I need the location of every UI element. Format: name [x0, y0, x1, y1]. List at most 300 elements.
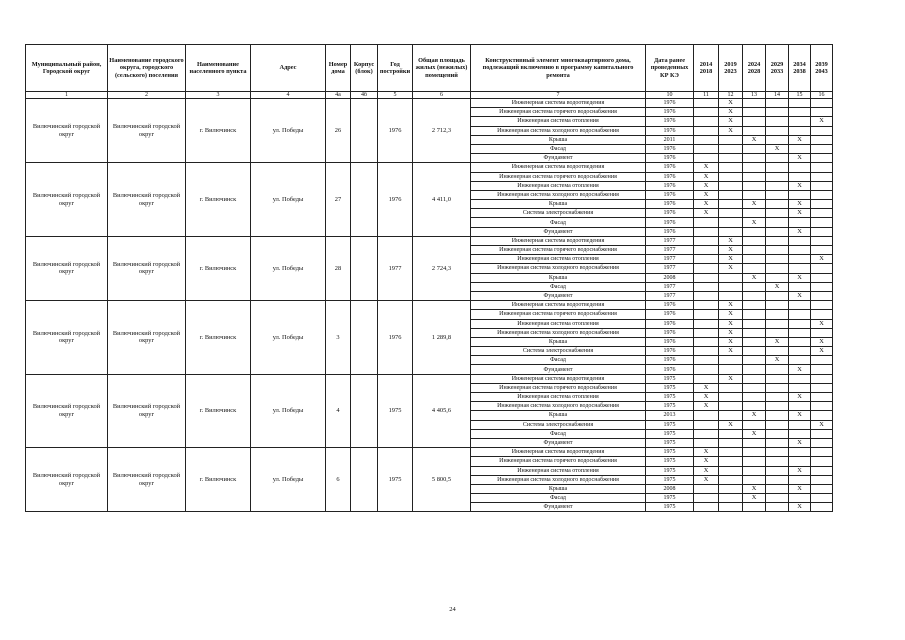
column-header: 2014 2018	[694, 45, 719, 92]
period-mark-cell	[766, 163, 789, 172]
column-header: 2039 2043	[811, 45, 833, 92]
structural-element-cell: Крыша	[471, 135, 646, 144]
period-mark-cell	[694, 319, 719, 328]
structural-element-cell: Инженерная система холодного водоснабжения	[471, 402, 646, 411]
period-mark-cell	[743, 393, 766, 402]
house-number-cell: 3	[326, 301, 351, 375]
period-mark-cell	[694, 135, 719, 144]
period-mark-cell	[719, 466, 743, 475]
structural-element-cell: Система электроснабжения	[471, 347, 646, 356]
period-mark-cell: X	[719, 99, 743, 108]
period-mark-cell	[811, 99, 833, 108]
period-mark-cell: X	[789, 411, 811, 420]
period-mark-cell	[719, 411, 743, 420]
area-cell: 4 411,0	[413, 163, 471, 237]
period-mark-cell	[743, 503, 766, 512]
structural-element-cell: Инженерная система отопления	[471, 255, 646, 264]
block-cell	[351, 236, 378, 300]
period-mark-cell	[789, 328, 811, 337]
structural-element-cell: Инженерная система водоотведения	[471, 448, 646, 457]
period-mark-cell	[766, 236, 789, 245]
column-number: 15	[789, 92, 811, 99]
period-mark-cell: X	[719, 117, 743, 126]
structural-element-cell: Инженерная система горячего водоснабжения	[471, 310, 646, 319]
period-mark-cell	[766, 99, 789, 108]
street-cell: ул. Победы	[251, 236, 326, 300]
period-mark-cell	[811, 273, 833, 282]
period-mark-cell	[811, 429, 833, 438]
period-mark-cell	[789, 337, 811, 346]
structural-element-cell: Инженерная система водоотведения	[471, 99, 646, 108]
period-mark-cell	[743, 347, 766, 356]
period-mark-cell	[811, 356, 833, 365]
period-mark-cell	[789, 475, 811, 484]
period-mark-cell	[811, 466, 833, 475]
period-mark-cell	[694, 484, 719, 493]
settlement-cell: Вилючинский городской округ	[108, 448, 186, 512]
period-mark-cell	[811, 209, 833, 218]
previous-repair-date-cell: 2011	[646, 135, 694, 144]
period-mark-cell	[766, 420, 789, 429]
area-cell: 4 405,6	[413, 374, 471, 448]
period-mark-cell: X	[743, 135, 766, 144]
period-mark-cell	[719, 429, 743, 438]
period-mark-cell	[789, 282, 811, 291]
settlement-cell: Вилючинский городской округ	[108, 163, 186, 237]
area-cell: 2 724,3	[413, 236, 471, 300]
period-mark-cell	[743, 365, 766, 374]
period-mark-cell	[789, 172, 811, 181]
column-number: 7	[471, 92, 646, 99]
period-mark-cell: X	[719, 319, 743, 328]
table-row	[26, 163, 833, 172]
period-mark-cell	[789, 402, 811, 411]
period-mark-cell	[743, 246, 766, 255]
column-header: Год постройки	[378, 45, 413, 92]
period-mark-cell	[743, 337, 766, 346]
column-number: 13	[743, 92, 766, 99]
settlement-cell: Вилючинский городской округ	[108, 99, 186, 163]
build-year-cell: 1976	[378, 163, 413, 237]
period-mark-cell	[789, 117, 811, 126]
period-mark-cell: X	[694, 475, 719, 484]
period-mark-cell	[811, 503, 833, 512]
period-mark-cell	[743, 227, 766, 236]
period-mark-cell	[694, 236, 719, 245]
column-number: 12	[719, 92, 743, 99]
period-mark-cell	[811, 402, 833, 411]
previous-repair-date-cell: 1976	[646, 117, 694, 126]
structural-element-cell: Инженерная система холодного водоснабжения	[471, 328, 646, 337]
period-mark-cell	[766, 402, 789, 411]
period-mark-cell	[719, 273, 743, 282]
period-mark-cell	[719, 475, 743, 484]
period-mark-cell: X	[789, 393, 811, 402]
structural-element-cell: Инженерная система горячего водоснабжения	[471, 246, 646, 255]
previous-repair-date-cell: 1976	[646, 154, 694, 163]
period-mark-cell	[694, 411, 719, 420]
period-mark-cell	[694, 310, 719, 319]
period-mark-cell	[743, 99, 766, 108]
period-mark-cell: X	[811, 319, 833, 328]
table-row	[26, 236, 833, 245]
area-cell: 5 800,5	[413, 448, 471, 512]
block-cell	[351, 99, 378, 163]
period-mark-cell	[719, 227, 743, 236]
previous-repair-date-cell: 1976	[646, 310, 694, 319]
period-mark-cell	[766, 457, 789, 466]
table-row	[26, 99, 833, 108]
period-mark-cell	[719, 438, 743, 447]
period-mark-cell	[694, 108, 719, 117]
period-mark-cell: X	[694, 466, 719, 475]
structural-element-cell: Инженерная система отопления	[471, 319, 646, 328]
period-mark-cell	[694, 255, 719, 264]
period-mark-cell	[789, 218, 811, 227]
settlement-cell: Вилючинский городской округ	[108, 236, 186, 300]
build-year-cell: 1975	[378, 448, 413, 512]
period-mark-cell	[789, 374, 811, 383]
period-mark-cell	[743, 126, 766, 135]
column-header: Корпус (блок)	[351, 45, 378, 92]
previous-repair-date-cell: 1976	[646, 319, 694, 328]
structural-element-cell: Инженерная система отопления	[471, 117, 646, 126]
period-mark-cell	[743, 108, 766, 117]
period-mark-cell	[743, 438, 766, 447]
period-mark-cell	[743, 301, 766, 310]
period-mark-cell: X	[766, 144, 789, 153]
structural-element-cell: Система электроснабжения	[471, 420, 646, 429]
period-mark-cell	[766, 484, 789, 493]
previous-repair-date-cell: 1976	[646, 227, 694, 236]
block-cell	[351, 448, 378, 512]
previous-repair-date-cell: 1975	[646, 457, 694, 466]
period-mark-cell	[811, 310, 833, 319]
settlement-cell: Вилючинский городской округ	[108, 301, 186, 375]
period-mark-cell: X	[811, 420, 833, 429]
period-mark-cell: X	[719, 420, 743, 429]
column-header: Наименование городского округа, городского (сельского) поселения	[108, 45, 186, 92]
period-mark-cell	[811, 291, 833, 300]
area-cell: 1 289,8	[413, 301, 471, 375]
column-number: 2	[108, 92, 186, 99]
period-mark-cell: X	[743, 484, 766, 493]
structural-element-cell: Фундамент	[471, 291, 646, 300]
period-mark-cell: X	[694, 402, 719, 411]
period-mark-cell	[766, 264, 789, 273]
column-header: Наименование населенного пункта	[186, 45, 251, 92]
period-mark-cell	[743, 328, 766, 337]
structural-element-cell: Инженерная система отопления	[471, 181, 646, 190]
period-mark-cell	[694, 227, 719, 236]
build-year-cell: 1977	[378, 236, 413, 300]
previous-repair-date-cell: 1976	[646, 126, 694, 135]
column-number: 4	[251, 92, 326, 99]
period-mark-cell	[743, 448, 766, 457]
period-mark-cell	[694, 365, 719, 374]
previous-repair-date-cell: 1976	[646, 190, 694, 199]
period-mark-cell	[789, 144, 811, 153]
previous-repair-date-cell: 1975	[646, 494, 694, 503]
period-mark-cell	[811, 374, 833, 383]
period-mark-cell	[811, 126, 833, 135]
previous-repair-date-cell: 1977	[646, 282, 694, 291]
period-mark-cell	[694, 337, 719, 346]
period-mark-cell	[743, 383, 766, 392]
column-header: 2019 2023	[719, 45, 743, 92]
period-mark-cell	[811, 200, 833, 209]
previous-repair-date-cell: 1976	[646, 108, 694, 117]
structural-element-cell: Инженерная система отопления	[471, 393, 646, 402]
column-header: 2029 2033	[766, 45, 789, 92]
period-mark-cell: X	[694, 457, 719, 466]
structural-element-cell: Инженерная система водоотведения	[471, 374, 646, 383]
previous-repair-date-cell: 1977	[646, 236, 694, 245]
structural-element-cell: Фундамент	[471, 154, 646, 163]
period-mark-cell: X	[694, 209, 719, 218]
period-mark-cell	[694, 246, 719, 255]
period-mark-cell	[743, 319, 766, 328]
period-mark-cell: X	[719, 347, 743, 356]
period-mark-cell	[766, 209, 789, 218]
previous-repair-date-cell: 1977	[646, 291, 694, 300]
period-mark-cell: X	[719, 236, 743, 245]
locality-cell: г. Вилючинск	[186, 448, 251, 512]
period-mark-cell: X	[719, 108, 743, 117]
period-mark-cell	[694, 356, 719, 365]
period-mark-cell: X	[743, 429, 766, 438]
period-mark-cell	[766, 503, 789, 512]
period-mark-cell: X	[789, 503, 811, 512]
period-mark-cell	[766, 365, 789, 374]
house-number-cell: 28	[326, 236, 351, 300]
previous-repair-date-cell: 1975	[646, 420, 694, 429]
column-header: Дата ранее проведенных КР КЭ	[646, 45, 694, 92]
period-mark-cell	[766, 429, 789, 438]
previous-repair-date-cell: 1975	[646, 466, 694, 475]
period-mark-cell: X	[719, 310, 743, 319]
period-mark-cell	[743, 181, 766, 190]
period-mark-cell	[811, 494, 833, 503]
municipal-district-cell: Вилючинский городской округ	[26, 301, 108, 375]
period-mark-cell	[811, 301, 833, 310]
structural-element-cell: Инженерная система холодного водоснабжения	[471, 264, 646, 273]
period-mark-cell	[789, 448, 811, 457]
previous-repair-date-cell: 1976	[646, 200, 694, 209]
block-cell	[351, 374, 378, 448]
column-header: Конструктивный элемент многоквартирного дома, подлежащий включению в программу капитального ремонта	[471, 45, 646, 92]
column-number: 14	[766, 92, 789, 99]
period-mark-cell	[743, 255, 766, 264]
period-mark-cell	[789, 255, 811, 264]
previous-repair-date-cell: 1975	[646, 383, 694, 392]
period-mark-cell	[766, 475, 789, 484]
period-mark-cell	[743, 144, 766, 153]
period-mark-cell	[719, 448, 743, 457]
period-mark-cell: X	[743, 273, 766, 282]
period-mark-cell	[789, 264, 811, 273]
block-cell	[351, 301, 378, 375]
period-mark-cell	[766, 291, 789, 300]
house-number-cell: 4	[326, 374, 351, 448]
period-mark-cell	[766, 448, 789, 457]
period-mark-cell	[811, 172, 833, 181]
column-number: 4а	[326, 92, 351, 99]
structural-element-cell: Крыша	[471, 337, 646, 346]
period-mark-cell: X	[811, 337, 833, 346]
period-mark-cell	[694, 264, 719, 273]
period-mark-cell	[789, 383, 811, 392]
previous-repair-date-cell: 1976	[646, 181, 694, 190]
period-mark-cell: X	[694, 172, 719, 181]
period-mark-cell	[719, 282, 743, 291]
period-mark-cell	[811, 218, 833, 227]
period-mark-cell	[811, 475, 833, 484]
period-mark-cell	[789, 429, 811, 438]
structural-element-cell: Фундамент	[471, 503, 646, 512]
municipal-district-cell: Вилючинский городской округ	[26, 374, 108, 448]
period-mark-cell	[766, 181, 789, 190]
table-row	[26, 374, 833, 383]
period-mark-cell: X	[694, 200, 719, 209]
house-number-cell: 27	[326, 163, 351, 237]
period-mark-cell	[811, 411, 833, 420]
street-cell: ул. Победы	[251, 163, 326, 237]
previous-repair-date-cell: 1975	[646, 429, 694, 438]
period-mark-cell	[694, 503, 719, 512]
previous-repair-date-cell: 1976	[646, 328, 694, 337]
period-mark-cell	[719, 365, 743, 374]
structural-element-cell: Крыша	[471, 200, 646, 209]
period-mark-cell	[694, 99, 719, 108]
house-number-cell: 6	[326, 448, 351, 512]
period-mark-cell: X	[789, 484, 811, 493]
period-mark-cell	[789, 190, 811, 199]
period-mark-cell	[694, 126, 719, 135]
area-cell: 2 712,3	[413, 99, 471, 163]
street-cell: ул. Победы	[251, 301, 326, 375]
period-mark-cell	[789, 319, 811, 328]
period-mark-cell: X	[694, 393, 719, 402]
street-cell: ул. Победы	[251, 99, 326, 163]
period-mark-cell	[719, 457, 743, 466]
period-mark-cell	[719, 190, 743, 199]
period-mark-cell: X	[766, 356, 789, 365]
period-mark-cell	[694, 429, 719, 438]
period-mark-cell: X	[694, 448, 719, 457]
locality-cell: г. Вилючинск	[186, 99, 251, 163]
period-mark-cell: X	[766, 337, 789, 346]
period-mark-cell	[743, 475, 766, 484]
page-number: 24	[449, 606, 456, 613]
repair-program-table	[25, 44, 833, 512]
structural-element-cell: Фасад	[471, 429, 646, 438]
period-mark-cell	[766, 126, 789, 135]
period-mark-cell	[766, 273, 789, 282]
period-mark-cell	[811, 264, 833, 273]
previous-repair-date-cell: 2013	[646, 411, 694, 420]
period-mark-cell	[789, 99, 811, 108]
period-mark-cell: X	[719, 246, 743, 255]
column-number: 10	[646, 92, 694, 99]
period-mark-cell	[694, 420, 719, 429]
period-mark-cell	[789, 236, 811, 245]
structural-element-cell: Фасад	[471, 494, 646, 503]
structural-element-cell: Фундамент	[471, 227, 646, 236]
structural-element-cell: Крыша	[471, 484, 646, 493]
structural-element-cell: Крыша	[471, 411, 646, 420]
structural-element-cell: Фасад	[471, 282, 646, 291]
period-mark-cell	[811, 448, 833, 457]
period-mark-cell	[766, 347, 789, 356]
structural-element-cell: Система электроснабжения	[471, 209, 646, 218]
period-mark-cell	[811, 438, 833, 447]
period-mark-cell	[694, 282, 719, 291]
period-mark-cell: X	[766, 282, 789, 291]
period-mark-cell	[766, 154, 789, 163]
period-mark-cell	[766, 319, 789, 328]
period-mark-cell	[811, 190, 833, 199]
municipal-district-cell: Вилючинский городской округ	[26, 236, 108, 300]
period-mark-cell: X	[789, 181, 811, 190]
period-mark-cell	[789, 457, 811, 466]
previous-repair-date-cell: 1975	[646, 438, 694, 447]
period-mark-cell	[694, 328, 719, 337]
period-mark-cell	[719, 393, 743, 402]
column-header: Номер дома	[326, 45, 351, 92]
period-mark-cell: X	[719, 374, 743, 383]
previous-repair-date-cell: 1976	[646, 365, 694, 374]
table-body	[26, 99, 833, 512]
period-mark-cell	[811, 484, 833, 493]
period-mark-cell	[789, 347, 811, 356]
period-mark-cell: X	[694, 383, 719, 392]
structural-element-cell: Фундамент	[471, 438, 646, 447]
period-mark-cell	[766, 227, 789, 236]
column-number: 4б	[351, 92, 378, 99]
locality-cell: г. Вилючинск	[186, 301, 251, 375]
period-mark-cell: X	[789, 200, 811, 209]
structural-element-cell: Инженерная система горячего водоснабжения	[471, 108, 646, 117]
previous-repair-date-cell: 1976	[646, 172, 694, 181]
column-header: 2034 2038	[789, 45, 811, 92]
period-mark-cell: X	[719, 126, 743, 135]
period-mark-cell	[766, 172, 789, 181]
period-mark-cell	[811, 135, 833, 144]
period-mark-cell	[811, 393, 833, 402]
previous-repair-date-cell: 1976	[646, 301, 694, 310]
period-mark-cell	[789, 356, 811, 365]
previous-repair-date-cell: 1977	[646, 246, 694, 255]
previous-repair-date-cell: 1976	[646, 144, 694, 153]
structural-element-cell: Инженерная система водоотведения	[471, 236, 646, 245]
locality-cell: г. Вилючинск	[186, 236, 251, 300]
period-mark-cell: X	[789, 438, 811, 447]
structural-element-cell: Инженерная система холодного водоснабжения	[471, 126, 646, 135]
previous-repair-date-cell: 1976	[646, 347, 694, 356]
header-labels-row	[26, 45, 833, 92]
period-mark-cell	[743, 154, 766, 163]
period-mark-cell	[766, 246, 789, 255]
period-mark-cell	[766, 255, 789, 264]
header-numbers-row	[26, 92, 833, 99]
period-mark-cell	[743, 457, 766, 466]
period-mark-cell: X	[789, 365, 811, 374]
period-mark-cell	[743, 291, 766, 300]
period-mark-cell	[694, 117, 719, 126]
period-mark-cell	[811, 227, 833, 236]
house-number-cell: 26	[326, 99, 351, 163]
